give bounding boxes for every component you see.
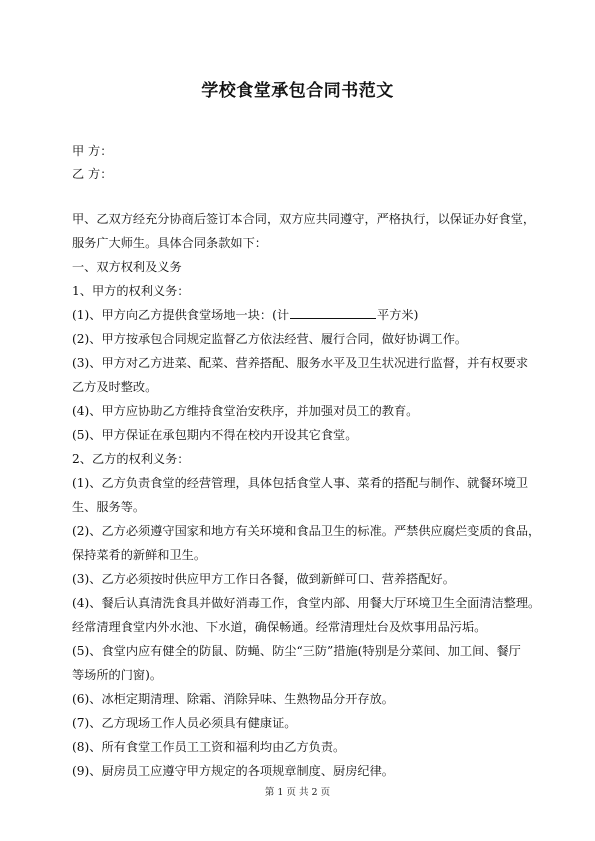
subheading-party-b: 2、乙方的权利义务： — [72, 452, 190, 466]
party-b-line: 乙 方： — [72, 167, 113, 181]
clause-b2-line-2: 保持菜肴的新鲜和卫生。 — [72, 548, 207, 562]
clause-a3-line-1: (3)、甲方对乙方进菜、配菜、营养搭配、服务水平及卫生状况进行监督，并有权要求 — [72, 356, 529, 370]
clause-b1-line-1: (1)、乙方负责食堂的经营管理，具体包括食堂人事、菜肴的搭配与制作、就餐环境卫 — [72, 476, 529, 490]
clause-a1 — [72, 307, 532, 323]
page-footer: 第 1 页 共 2 页 — [264, 787, 331, 798]
clause-b4-line-1: (4)、餐后认真清洗食具并做好消毒工作，食堂内部、用餐大厅环境卫生全面清洁整理。 — [72, 596, 541, 610]
clause-b3: (3)、乙方必须按时供应甲方工作日各餐，做到新鲜可口、营养搭配好。 — [72, 572, 455, 586]
area-blank-field — [290, 307, 376, 319]
clause-b1-line-2: 生、服务等。 — [72, 500, 146, 514]
subheading-party-a: 1、甲方的权利义务： — [72, 284, 190, 298]
party-a-line: 甲 方： — [72, 144, 113, 158]
clause-a3-line-2: 乙方及时整改。 — [72, 380, 158, 394]
clause-a4: (4)、甲方应协助乙方维持食堂治安秩序，并加强对员工的教育。 — [72, 404, 419, 418]
clause-b2-line-1: (2)、乙方必须遵守国家和地方有关环境和食品卫生的标准。严禁供应腐烂变质的食品， — [72, 524, 541, 538]
intro-line-1: 甲、乙双方经充分协商后签订本合同，双方应共同遵守，严格执行，以保证办好食堂， — [72, 212, 536, 226]
clause-b6: (6)、冰柜定期清理、除霜、消除异味、生熟物品分开存放。 — [72, 692, 394, 706]
clause-a1-text: (1)、甲方向乙方提供食堂场地一块：(计 — [72, 308, 290, 322]
clause-a2: (2)、甲方按承包合同规定监督乙方依法经营、履行合同，做好协调工作。 — [72, 332, 468, 346]
section-heading-1: 一、双方权利及义务 — [72, 260, 182, 274]
clause-b5-line-2: 等场所的门窗)。 — [72, 668, 163, 682]
clause-b8: (8)、所有食堂工作员工工资和福利均由乙方负责。 — [72, 740, 346, 754]
clause-b4-line-2: 经常清理食堂内外水池、下水道，确保畅通。经常清理灶台及炊事用品污垢。 — [72, 620, 487, 634]
clause-b7: (7)、乙方现场工作人员必须具有健康证。 — [72, 716, 297, 730]
clause-b9: (9)、厨房员工应遵守甲方规定的各项规章制度、厨房纪律。 — [72, 764, 394, 778]
clause-a5: (5)、甲方保证在承包期内不得在校内开设其它食堂。 — [72, 428, 358, 442]
document-title: 学校食堂承包合同书范文 — [201, 81, 394, 101]
clause-b5-line-1: (5)、食堂内应有健全的防鼠、防蝇、防尘“三防”措施(特别是分菜间、加工间、餐厅 — [72, 644, 521, 658]
intro-line-2: 服务广大师生。具体合同条款如下： — [72, 236, 267, 250]
clause-a1-unit: 平方米) — [377, 308, 419, 322]
